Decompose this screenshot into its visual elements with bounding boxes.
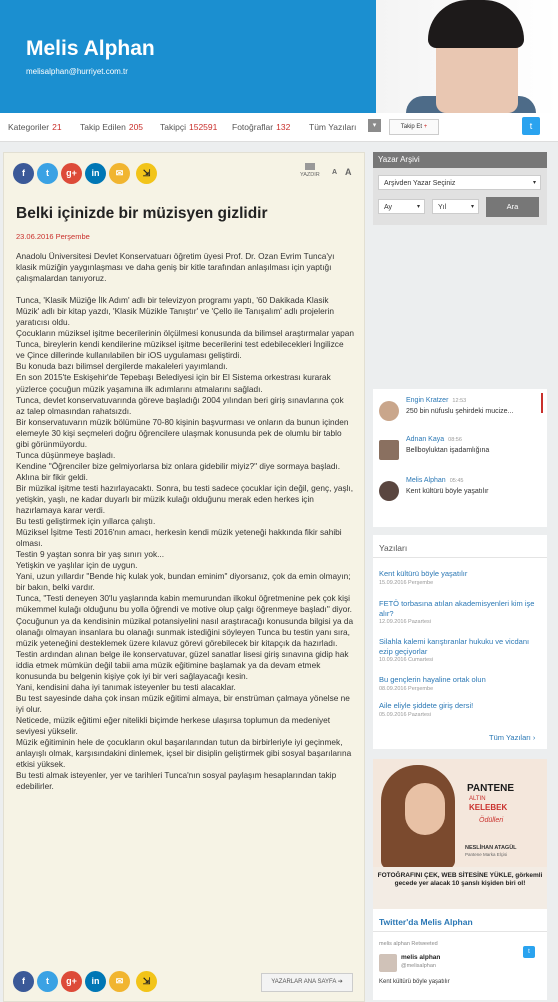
author-email[interactable]: melisalphan@hurriyet.com.tr (26, 67, 128, 76)
paragraph: Yani, kendisini daha iyi tanımak isteyenler bu testi alacaklar. (16, 681, 236, 692)
activity-item[interactable]: Melis Alphan 05:45 Kent kültürü böyle yaşatılır (379, 475, 539, 515)
post-item[interactable]: Kent kültürü böyle yaşatılır 15.09.2016 Perşembe (379, 569, 468, 586)
paragraph: Tunca düşünmeye başladı. (16, 449, 116, 460)
tweet-user[interactable]: melis alphan (401, 954, 441, 961)
font-increase-button[interactable]: A (345, 167, 352, 177)
facebook-share-icon[interactable]: f (13, 163, 34, 184)
paragraph: Kendine "Öğrenciler bize gelmiyorlarsa biz onlara gidebilir miyiz?" diye sormaya başladı. (16, 460, 341, 471)
paragraph: Neticede, müzik eğitimi eğer nitelikli biçimde herkese ulaşırsa toplumun da medeniyet seviyesi yükselir. (16, 714, 331, 736)
chevron-down-icon[interactable]: ▾ (368, 119, 381, 132)
stat-followers[interactable]: Takipçi 152591 (160, 122, 218, 132)
tweet-text: Kent kültürü böyle yaşatılır (379, 979, 450, 985)
all-posts-link-sidebar[interactable]: Tüm Yazıları › (489, 733, 536, 742)
year-select[interactable]: Yıl ▾ (432, 199, 479, 214)
author-name: Melis Alphan (26, 37, 155, 60)
ad-brand: PANTENE (467, 783, 515, 794)
print-button[interactable]: YAZDIR (300, 163, 320, 178)
chevron-down-icon: ▾ (532, 180, 536, 186)
avatar (379, 401, 399, 421)
twitter-bird-icon[interactable]: t (523, 946, 535, 958)
stat-photos[interactable]: Fotoğraflar 132 (232, 122, 291, 132)
activity-item[interactable]: Engin Kratzer 12:53 250 bin nüfuslu şehirdeki mucize... (379, 395, 539, 435)
linkedin-share-icon[interactable]: in (85, 163, 106, 184)
paragraph: Bu testi geliştirmek için yıllarca çalıştı. (16, 516, 156, 527)
ad-line3: Ödülleri (479, 817, 504, 824)
whatsapp-share-icon[interactable]: ⇲ (136, 163, 157, 184)
paragraph: Bu test sayesinde daha çok insan müzik eğitimi almaya, bir enstrüman çalmaya yönelse ne iyi olur. (16, 692, 350, 714)
tweet-handle[interactable]: @melisalphan (401, 963, 436, 969)
chevron-down-icon: ▾ (470, 204, 474, 210)
print-icon (305, 163, 315, 170)
ad-model-face (405, 783, 445, 835)
post-item[interactable]: FETÖ torbasına atılan akademisyenleri kim işe alır? 12.09.2016 Pazartesi (379, 599, 535, 625)
posts-list (373, 535, 547, 749)
chevron-down-icon: ▾ (416, 204, 420, 210)
paragraph: Tunca, "Testi deneyen 30'lu yaşlarında kabin memurundan ilkokul öğretmenine pek çok kişi mükemmel kulağı olduğunu bu yolla öğrendi ve motive olup çalgı öğrenmeye başladı" diyor. (16, 593, 352, 615)
article-date: 23.06.2016 Perşembe (16, 232, 90, 241)
month-select[interactable]: Ay ▾ (378, 199, 425, 214)
authors-home-button[interactable]: YAZARLAR ANA SAYFA ➔ (261, 973, 353, 992)
facebook-share-icon-bottom[interactable]: f (13, 971, 34, 992)
ad-person-sub: Pantene Marka Elçisi (465, 852, 508, 857)
activity-item[interactable]: Adnan Kaya 08:56 Bellboyluktan işadamlığına (379, 434, 539, 474)
activity-feed (373, 389, 547, 527)
twitter-heading[interactable]: Twitter'da Melis Alphan (379, 917, 473, 927)
advertisement[interactable] (373, 759, 547, 909)
chevron-right-icon: › (532, 733, 536, 742)
twitter-widget (373, 909, 547, 1000)
divider (373, 931, 547, 932)
paragraph: Bu testi almak isteyenler, yer ve tarihleri Tunca'nın sosyal paylaşım hesaplarından takip edebilirler. (16, 770, 337, 792)
profile-banner (0, 0, 558, 113)
twitter-share-icon[interactable]: t (37, 163, 58, 184)
paragraph: Tunca, devlet konservatuvarında göreve başladığı 2004 yılından beri giriş sınavlarına çok az talep olmasından rahatsızdı. (16, 394, 344, 416)
post-item[interactable]: Bu gençlerin hayaline ortak olun 08.09.2016 Perşembe (379, 675, 486, 692)
author-photo-hair (428, 0, 524, 48)
ad-person: NESLİHAN ATAGÜL (465, 845, 517, 851)
paragraph: Bu konuda bazı bilimsel dergilerde makaleleri yayımlandı. (16, 361, 228, 372)
follow-button[interactable]: Takip Et + (389, 119, 439, 135)
paragraph: Bir müzikal işitme testi hazırlayacaktı. Sonra, bu testi sadece çocuklar için değil, genç, yaşlı, yetişkin, yaşlı, ne kadar duyarlı bir müzik kulağı olduğunu merak eden herkes için hazırlamaya karar verdi. (16, 482, 354, 516)
retweet-label: melis alphan Retweeted (379, 941, 438, 947)
twitter-share-icon-bottom[interactable]: t (37, 971, 58, 992)
all-posts-link[interactable]: Tüm Yazıları (309, 122, 357, 132)
mail-share-icon[interactable]: ✉ (109, 163, 130, 184)
divider (373, 557, 547, 558)
avatar (379, 481, 399, 501)
posts-heading: Yazıları (379, 543, 408, 553)
ad-cta-text: FOTOĞRAFINI ÇEK, WEB SİTESİNE YÜKLE, görkemli gecede yer alacak 10 şanslı kişiden biri ol! (377, 872, 543, 887)
paragraph: Müzik eğitiminin hele de çocukların okul başarılarından tutun da birbirleriyle iyi geçinmek, anlayışlı olmak, karşısındakini dinlemek, içsel bir disiplin geliştirmek gibi sosyal başarılarına etkisi yüksek. (16, 737, 352, 770)
stat-following[interactable]: Takip Edilen 205 (80, 122, 144, 132)
googleplus-share-icon-bottom[interactable]: g+ (61, 971, 82, 992)
twitter-icon[interactable]: t (522, 117, 540, 135)
ad-model-image (381, 765, 455, 869)
paragraph: Yani, uzun yıllardır "Bende hiç kulak yok, bundan eminim" diyorsanız, çok da emin olmayın; bir bakın, belki vardır. (16, 571, 351, 593)
avatar (379, 440, 399, 460)
paragraph: Müziksel İşitme Testi 2016'nın amacı, herkesin kendi müzik yeteneği hakkında fikir sahibi olması. (16, 527, 342, 549)
whatsapp-share-icon-bottom[interactable]: ⇲ (136, 971, 157, 992)
article-title: Belki içinizde bir müzisyen gizlidir (16, 205, 268, 222)
author-photo (376, 0, 558, 113)
ad-line1: ALTIN (469, 796, 486, 802)
paragraph: Bir konservatuvarın müzik bölümüne 70-80 kişinin başvurması ve onların da bunun içinden elemeyle 30 kişi seçmeleri doğru öğrencilere ulaşmak konusunda pek de olumlu bir tablo gibi görünmüyordu. (16, 416, 349, 449)
paragraph: Testin 9 yaştan sonra bir yaş sınırı yok... (16, 549, 165, 560)
author-archive (373, 152, 547, 225)
scroll-indicator[interactable] (541, 393, 543, 413)
article-body (16, 251, 354, 792)
paragraph: Çocukların müziksel işitme becerilerinin ölçülmesi konusunda da bilimsel araştırmalar yapan Tunca, bireylerin kendi kendilerine müziksel işitme becerilerini test edebilecekleri İngilizce ve Çince dillerinde kullanılabilen bir iOS uygulaması geliştirdi. (16, 328, 355, 361)
paragraph: Testin ardından alınan belge ile konservatuvar, güzel sanatlar lisesi giriş sınavına gidip hak iddia etmek mümkün değil tabii ama müzik eğitimine başlamak ya da devam etmek konusunda bu belgenin kişiye çok iyi bir veri sağlayacağı kesin. (16, 648, 349, 681)
paragraph: Yetişkin ve yaşlılar için de uygun. (16, 560, 138, 571)
stat-categories[interactable]: Kategoriler 21 (8, 122, 62, 132)
paragraph: Anadolu Üniversitesi Devlet Konservatuarı öğretim üyesi Prof. Dr. Ozan Evrim Tunca'yı klasik müziğin yaygınlaşması ve daha geniş bir kitle tarafından anlaşılması için yaptığı çalışmalardan tanıyoruz. (16, 251, 335, 284)
arrow-right-icon: ➔ (337, 979, 343, 985)
writer-select[interactable]: Arşivden Yazar Seçiniz ▾ (378, 175, 541, 190)
paragraph: Tunca, 'Klasik Müziğe İlk Adım' adlı bir televizyon programı yaptı, '60 Dakikada Klasik Müzik' adlı bir kitap yazdı, 'Klasik Müzikle Tanıştır' ve 'Çello ile Tanışalım' adlı projelerin yaratıcısı oldu. (16, 295, 334, 328)
googleplus-share-icon[interactable]: g+ (61, 163, 82, 184)
ad-line2: KELEBEK (469, 803, 508, 812)
linkedin-share-icon-bottom[interactable]: in (85, 971, 106, 992)
paragraph: Aklına bir fikir geldi. (16, 471, 88, 482)
post-item[interactable]: Aile eliyle şiddete giriş dersi! 05.09.2016 Pazartesi (379, 701, 474, 718)
post-item[interactable]: Silahla kalemi karıştıranlar hukuku ve vicdanı ezip geçiyorlar 10.09.2016 Cumartesi (379, 637, 530, 663)
archive-heading: Yazar Arşivi (373, 152, 547, 168)
paragraph: En son 2015'te Eskişehir'de Tepebaşı Belediyesi için bir El Sistema orkestrası kurarak yüzlerce çocuğun müzik yaşamına ilk adımlarını atmalarını sağladı. (16, 372, 331, 394)
stats-bar (0, 113, 558, 142)
paragraph: Çocuğunun ya da kendisinin müzikal potansiyelini nasıl araştıracağı konusunda bilgisi ya da olanağı olmayan insanlara bu olanağı sunmak istediğini söyleyen Tunca bu testin yanı sıra, müzik yeteneğini desteklemek üzere kılavuz görevi görebilecek bir kitapçık da hazırladı. (16, 615, 354, 648)
mail-share-icon-bottom[interactable]: ✉ (109, 971, 130, 992)
avatar[interactable] (379, 954, 397, 972)
search-button[interactable]: Ara (486, 197, 539, 217)
article-panel (3, 152, 365, 1002)
font-decrease-button[interactable]: A (332, 169, 338, 176)
